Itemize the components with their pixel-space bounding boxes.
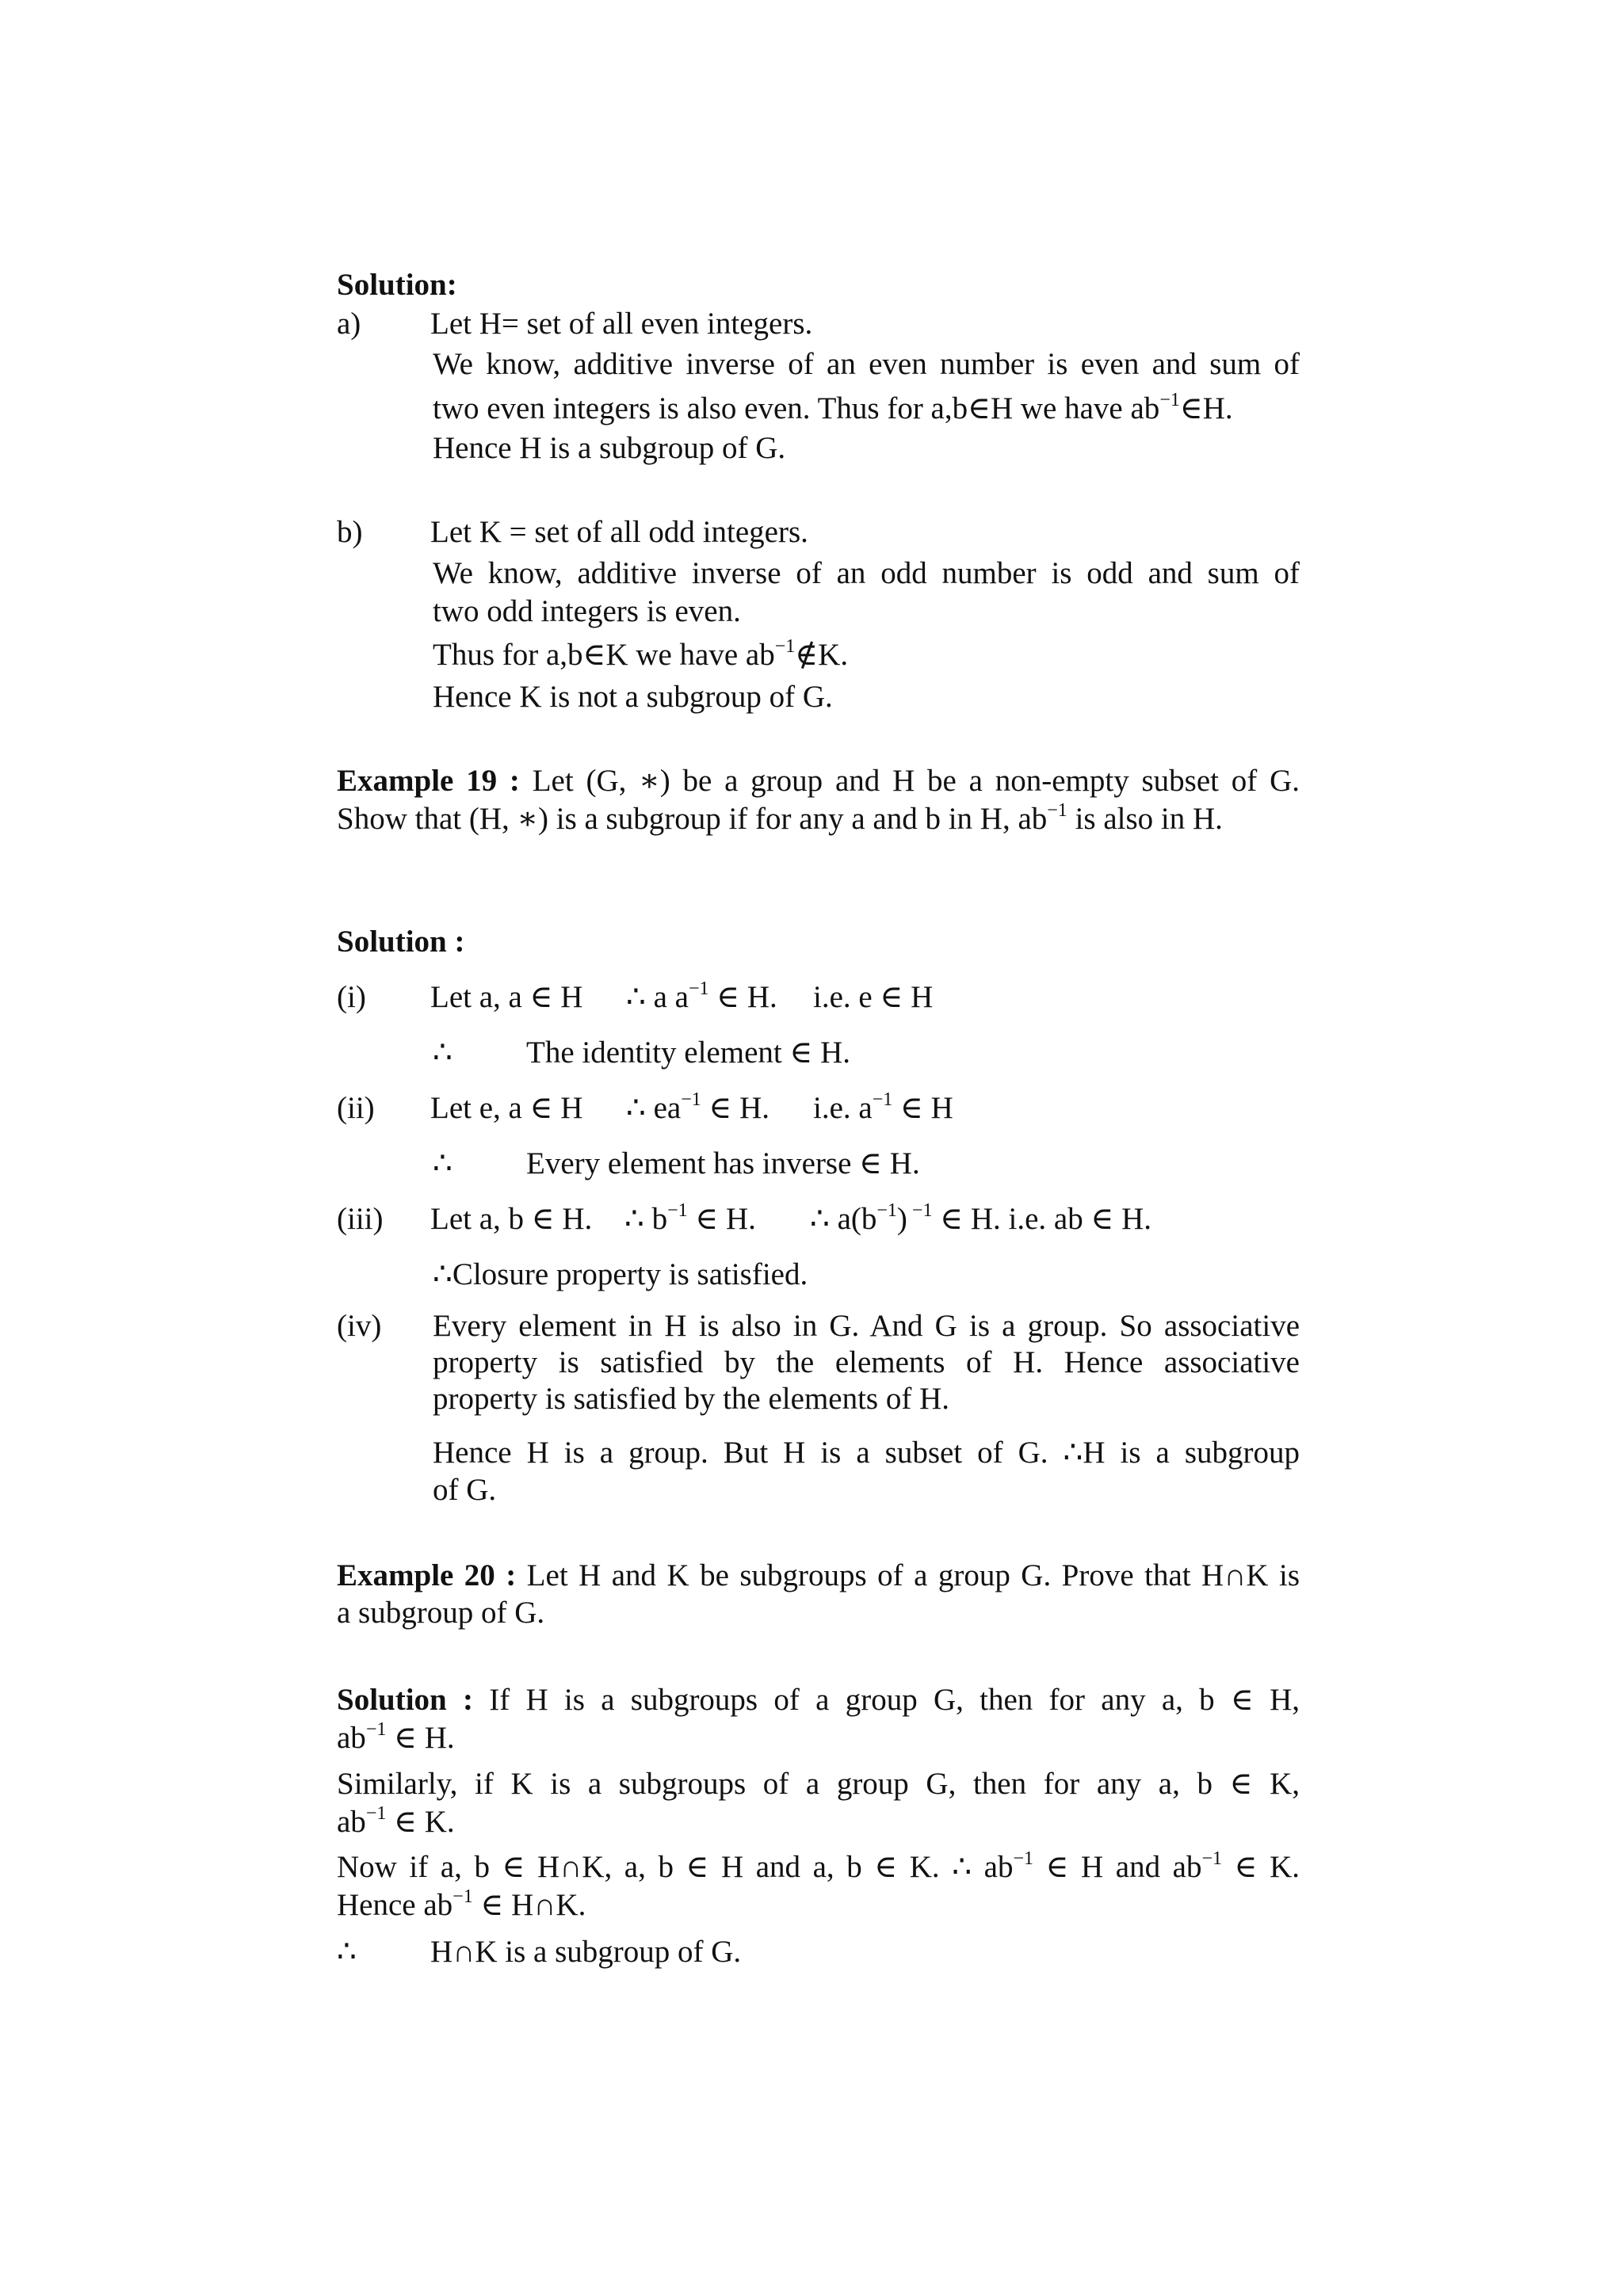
solution-label: Solution : <box>337 1683 473 1717</box>
example-19-line: Example 19 : Let (G, ∗) be a group and H be a non-empty subset of G. <box>337 764 1300 798</box>
item-label-iii: (iii) <box>337 1202 384 1236</box>
therefore-symbol: ∴ <box>337 1935 357 1969</box>
paragraph-line: two odd integers is even. <box>433 594 741 628</box>
solution-line: Solution : If H is a subgroups of a group G, then for any a, b ∈ H, <box>337 1683 1300 1717</box>
item-label-i: (i) <box>337 980 366 1014</box>
step-result: Every element has inverse ∈ H. <box>526 1146 920 1180</box>
step-text: Let a, b ∈ H. <box>430 1202 593 1236</box>
step-text: ∴ $b^{-1}$ ∈ H. <box>624 1200 756 1236</box>
paragraph-line: two even integers is also even. Thus for a,b∈H we have $ab^{-1}\in H$. <box>433 390 1233 425</box>
paragraph-line: Let H= set of all even integers. <box>430 307 813 341</box>
example-20-line: Example 20 : Let H and K be subgroups of a group G. Prove that H∩K is <box>337 1558 1300 1592</box>
paragraph-line: Thus for a,b∈K we have $ab^{-1}\notin K$. <box>433 636 849 672</box>
conclusion: H∩K is a subgroup of G. <box>430 1935 742 1969</box>
example-19-label: Example 19 : <box>337 764 520 798</box>
paragraph-line: of G. <box>433 1473 497 1507</box>
step-text: ∴ $ea^{-1}$ ∈ H. <box>626 1089 770 1125</box>
step-text: ∴ $a(b^{-1})$ $^{-1}$ ∈ H. i.e. ab ∈ H. <box>810 1200 1151 1236</box>
step-text: i.e. e ∈ H <box>813 980 934 1014</box>
step-text: i.e. $a^{-1}$ ∈ H <box>813 1089 953 1125</box>
item-label-iv: (iv) <box>337 1309 382 1343</box>
paragraph-line: Hence K is not a subgroup of G. <box>433 680 833 714</box>
paragraph-line: Hence H is a subgroup of G. <box>433 431 786 465</box>
step-text: Let a, a ∈ H <box>430 980 583 1014</box>
example-20-label: Example 20 : <box>337 1558 517 1592</box>
example-20-line: a subgroup of G. <box>337 1596 545 1630</box>
solution-line: Hence $ab^{-1}$ ∈ H∩K. <box>337 1886 586 1922</box>
solution-heading: Solution: <box>337 268 457 302</box>
paragraph-line: Every element in H is also in G. And G is a group. So associative <box>433 1309 1300 1343</box>
paragraph-line: Let K = set of all odd integers. <box>430 515 808 549</box>
solution-line: $ab^{-1}$ ∈ K. <box>337 1803 455 1839</box>
step-result: ∴Closure property is satisfied. <box>433 1257 808 1291</box>
solution-line: $ab^{-1}$ ∈ H. <box>337 1719 455 1755</box>
item-label-b: b) <box>337 515 363 549</box>
item-label-a: a) <box>337 307 361 341</box>
step-text: ∴ a $a^{-1}$ ∈ H. <box>626 978 777 1014</box>
paragraph-line: We know, additive inverse of an odd number is odd and sum of <box>433 556 1300 590</box>
solution-line: Similarly, if K is a subgroups of a group G, then for any a, b ∈ K, <box>337 1767 1300 1801</box>
example-19-line: Show that (H, ∗) is a subgroup if for any a and b in H, $ab^{-1}$ is also in H. <box>337 800 1223 836</box>
paragraph-line: property is satisfied by the elements of H. Hence associative <box>433 1345 1300 1379</box>
paragraph-line: Hence H is a group. But H is a subset of G. ∴H is a subgroup <box>433 1436 1300 1470</box>
therefore-symbol: ∴ <box>433 1035 453 1070</box>
paragraph-line: We know, additive inverse of an even number is even and sum of <box>433 347 1300 381</box>
step-result: The identity element ∈ H. <box>526 1035 851 1070</box>
solution-heading: Solution : <box>337 925 465 959</box>
solution-line: Now if a, b ∈ H∩K, a, b ∈ H and a, b ∈ K. ∴ $ab^{-1}$ ∈ H and $ab^{-1}$ ∈ K. <box>337 1848 1300 1884</box>
step-text: Let e, a ∈ H <box>430 1091 583 1125</box>
item-label-ii: (ii) <box>337 1091 375 1125</box>
paragraph-line: property is satisfied by the elements of H. <box>433 1382 950 1416</box>
therefore-symbol: ∴ <box>433 1146 453 1180</box>
